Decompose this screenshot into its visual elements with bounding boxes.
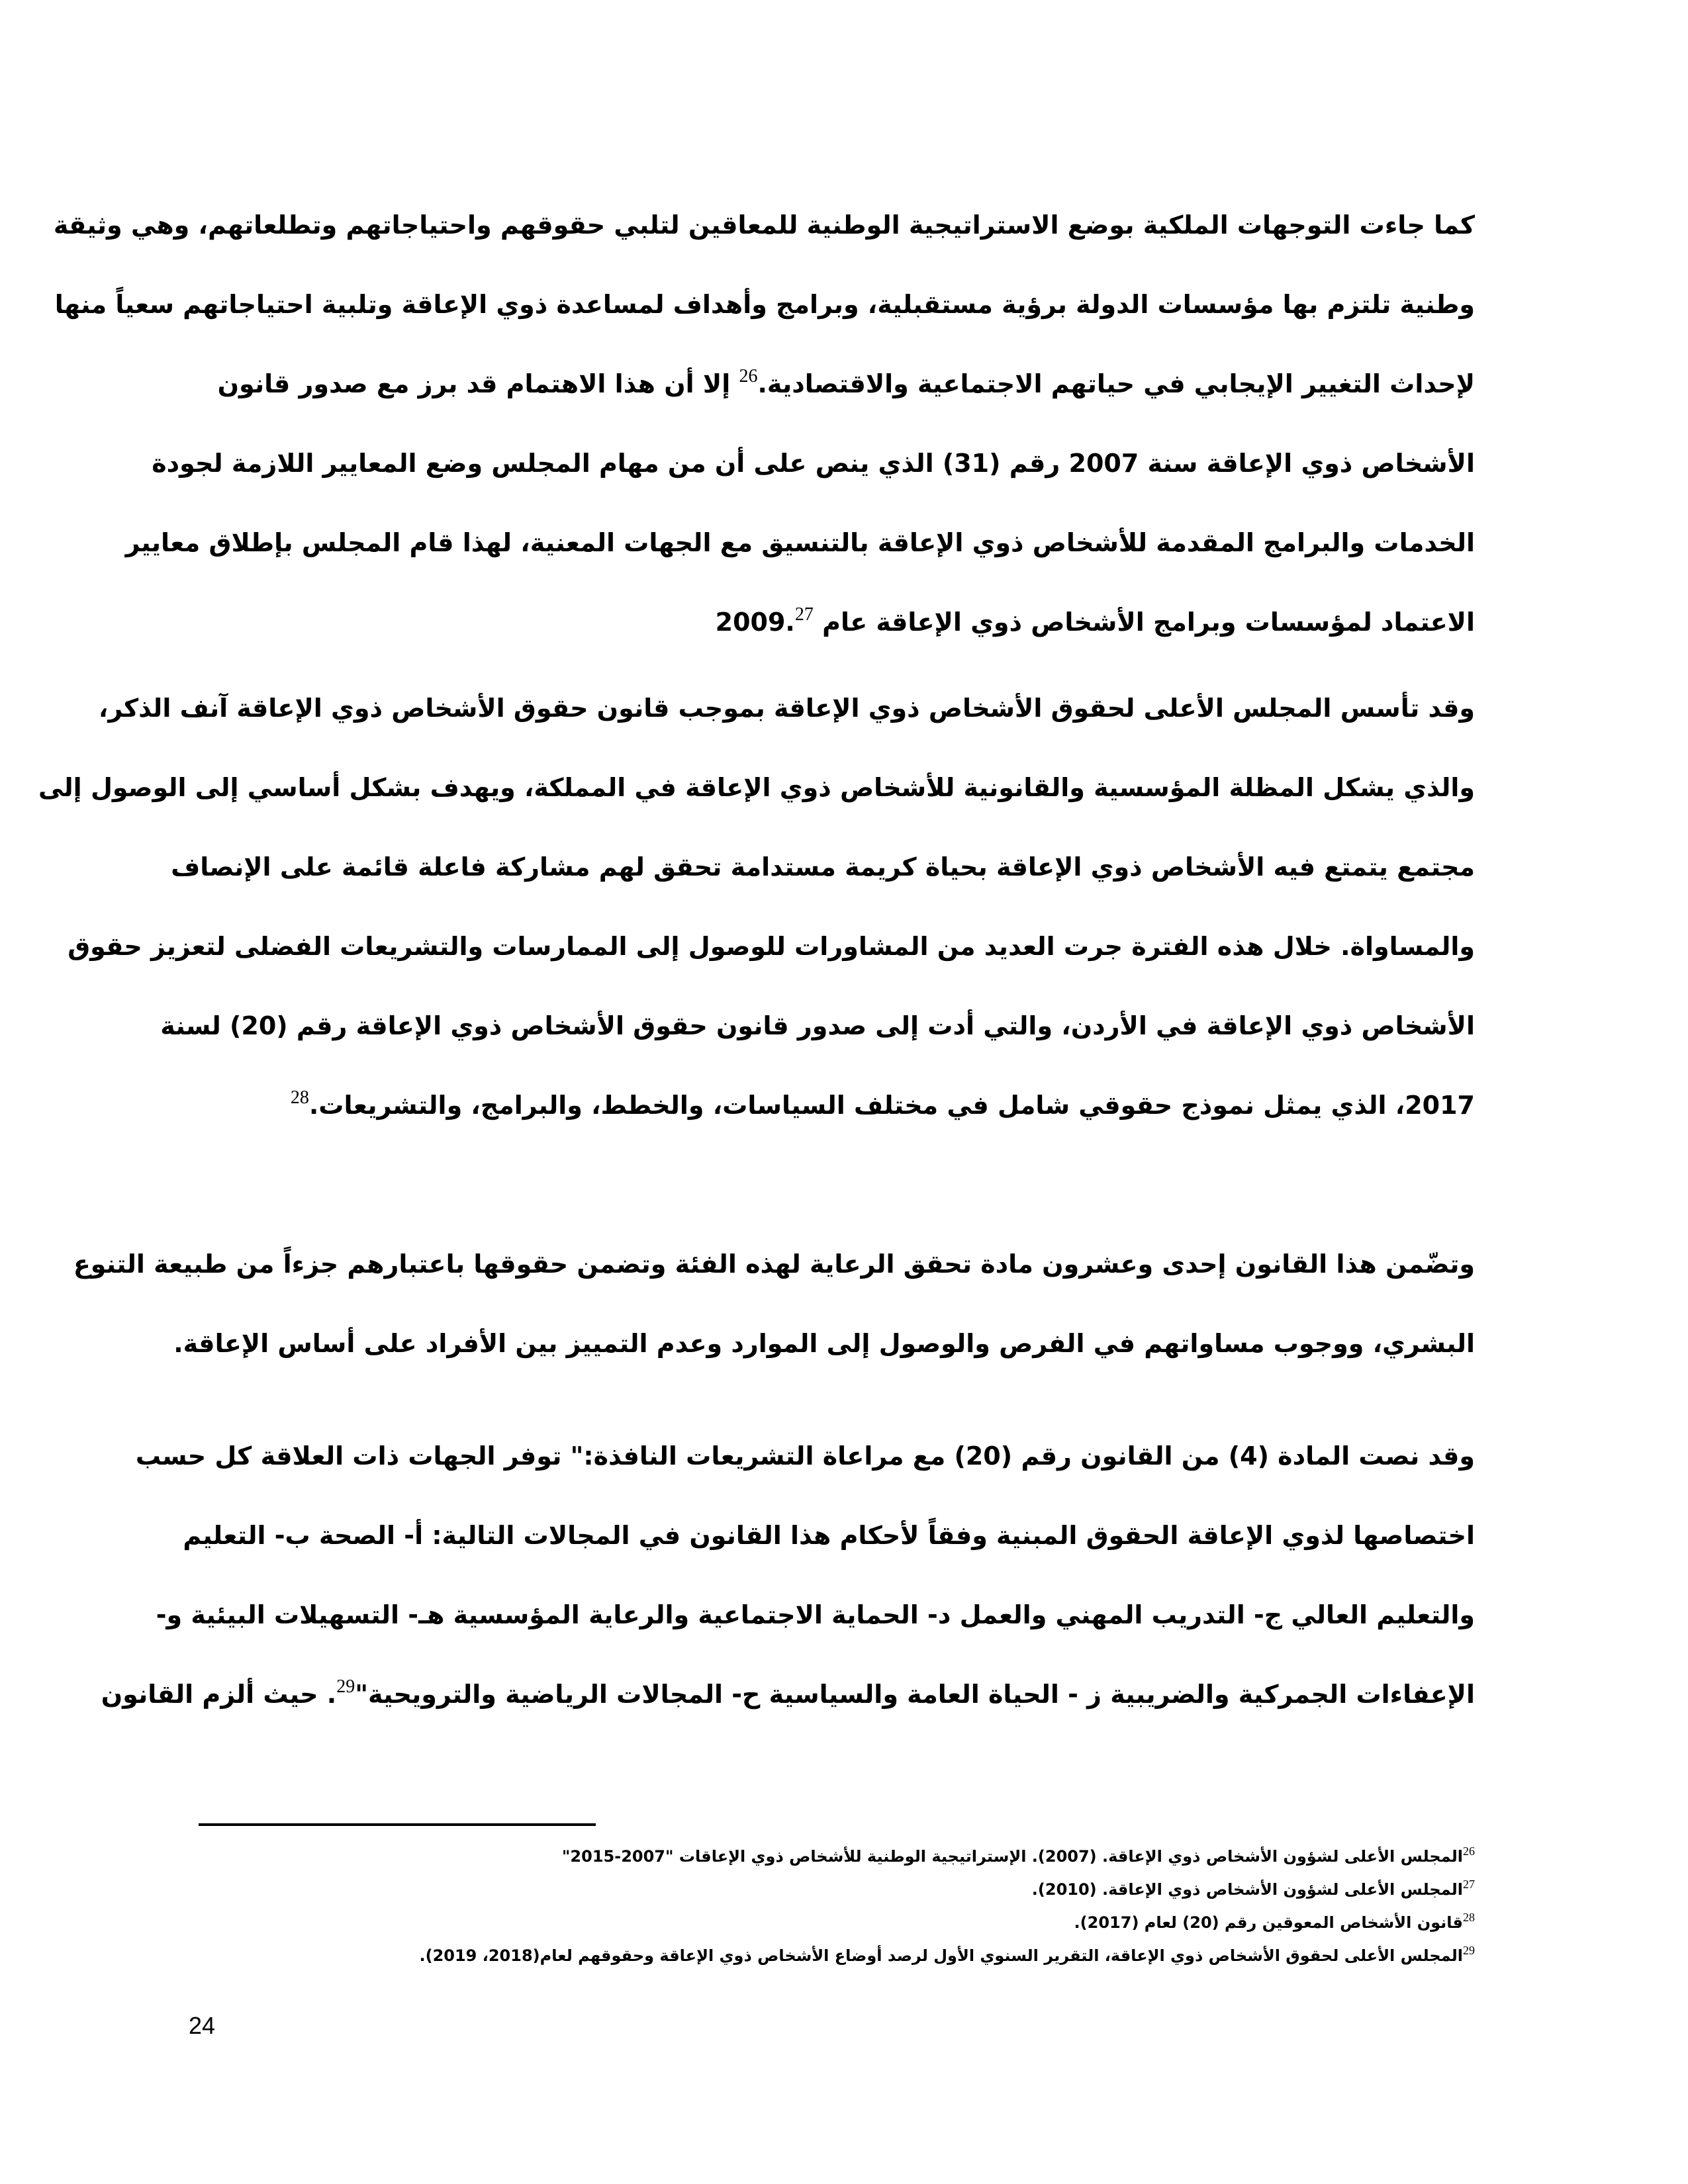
text-line: الأشخاص ذوي الإعاقة سنة 2007 رقم (31) الذي ينص على أن من مهام المجلس وضع المعايير اللازمة لجودة — [152, 449, 1475, 478]
footnote-text: المجلس الأعلى لشؤون الأشخاص ذوي الإعاقة. (2010). — [1031, 1880, 1463, 1899]
text-line: الخدمات والبرامج المقدمة للأشخاص ذوي الإعاقة بالتنسيق مع الجهات المعنية، لهذا قام المجلس بإطلاق معايير — [125, 528, 1475, 557]
footnote-27 — [463, 1873, 1475, 1906]
text-segment: . حيث ألزم القانون — [101, 1680, 337, 1709]
footnote-ref-28[interactable]: 28 — [290, 1087, 309, 1108]
footnote-29 — [419, 1939, 1475, 1972]
paragraph-2 — [38, 692, 1475, 1122]
text-segment: الاعتماد لمؤسسات وبرامج الأشخاص ذوي الإعاقة عام 2009. — [715, 608, 1475, 637]
text-segment: 2017، الذي يمثل نموذج حقوقي شامل في مختلف السياسات، والخطط، والبرامج، والتشريعات. — [308, 1091, 1475, 1120]
footnote-text: المجلس الأعلى لحقوق الأشخاص ذوي الإعاقة، التقرير السنوي الأول لرصد أوضاع الأشخاص ذوي الإعاقة وحقوقهم لعام(2018، 2019). — [419, 1946, 1463, 1965]
footnote-number: 27 — [1463, 1878, 1475, 1891]
text-line: والذي يشكل المظلة المؤسسية والقانونية للأشخاص ذوي الإعاقة في المملكة، ويهدف بشكل أساسي إلى الوصول إلى — [38, 773, 1475, 802]
text-line: البشري، ووجوب مساواتهم في الفرص والوصول إلى الموارد وعدم التمييز بين الأفراد على أساس الإعاقة. — [173, 1329, 1475, 1358]
footnote-28 — [463, 1906, 1475, 1939]
text-segment: إلا أن هذا الاهتمام قد برز مع صدور قانون — [217, 369, 739, 398]
paragraph-1 — [53, 208, 1475, 639]
text-line: والمساواة. خلال هذه الفترة جرت العديد من المشاورات للوصول إلى الممارسات والتشريعات الفضلى لتعزيز حقوق — [68, 932, 1475, 961]
text-line — [290, 1087, 1475, 1122]
text-segment: لإحداث التغيير الإيجابي في حياتهم الاجتماعية والاقتصادية. — [757, 369, 1475, 398]
text-line: وقد نصت المادة (4) من القانون رقم (20) مع مراعاة التشريعات النافذة:" توفر الجهات ذات العلاقة كل حسب — [135, 1441, 1475, 1471]
text-segment: الإعفاءات الجمركية والضريبية ز - الحياة العامة والسياسية ح- المجالات الرياضية والترويحية" — [355, 1680, 1475, 1709]
footnote-ref-29[interactable]: 29 — [336, 1676, 355, 1697]
text-line — [101, 1676, 1475, 1711]
paragraph-4 — [101, 1439, 1475, 1711]
footnote-26 — [463, 1840, 1475, 1873]
footnote-text: قانون الأشخاص المعوقين رقم (20) لعام (2017). — [1074, 1913, 1463, 1932]
text-line: والتعليم العالي ج- التدريب المهني والعمل د- الحماية الاجتماعية والرعاية المؤسسية هـ- التسهيلات البيئية و- — [156, 1600, 1475, 1629]
footnote-number: 28 — [1463, 1911, 1475, 1924]
footnote-ref-26[interactable]: 26 — [739, 366, 758, 387]
text-line — [217, 366, 1475, 400]
text-line: اختصاصها لذوي الإعاقة الحقوق المبنية وفقاً لأحكام هذا القانون في المجالات التالية: أ- الصحة ب- التعليم — [183, 1521, 1475, 1550]
text-line: كما جاءت التوجهات الملكية بوضع الاستراتيجية الوطنية للمعاقين لتلبي حقوقهم واحتياجاتهم وتطلعاتهم، وهي وثيقة — [53, 210, 1475, 240]
footnote-number: 29 — [1463, 1944, 1475, 1957]
paragraph-3 — [73, 1248, 1475, 1360]
text-line — [297, 606, 1475, 639]
text-line: الأشخاص ذوي الإعاقة في الأردن، والتي أدت إلى صدور قانون حقوق الأشخاص ذوي الإعاقة رقم (20) لسنة — [160, 1011, 1475, 1040]
footnote-separator — [199, 1823, 596, 1826]
footnote-text: المجلس الأعلى لشؤون الأشخاص ذوي الإعاقة. (2007). الإستراتيجية الوطنية للأشخاص ذوي الإعاقات "2007-2015" — [561, 1847, 1463, 1866]
text-line: وتضّمن هذا القانون إحدى وعشرون مادة تحقق الرعاية لهذه الفئة وتضمن حقوقها باعتبارهم جزءاً من طبيعة التنوع — [73, 1250, 1475, 1279]
page-number: 24 — [189, 2012, 216, 2039]
text-line: وقد تأسس المجلس الأعلى لحقوق الأشخاص ذوي الإعاقة بموجب قانون حقوق الأشخاص ذوي الإعاقة آنف الذكر، — [98, 694, 1475, 723]
footnotes — [419, 1840, 1475, 1972]
footnote-ref-27[interactable]: 27 — [794, 604, 814, 625]
text-line: وطنية تلتزم بها مؤسسات الدولة برؤية مستقبلية، وبرامج وأهداف لمساعدة ذوي الإعاقة وتلبية احتياجاتهم سعياً منها — [54, 290, 1475, 319]
text-line: مجتمع يتمتع فيه الأشخاص ذوي الإعاقة بحياة كريمة مستدامة تحقق لهم مشاركة فاعلة قائمة على الإنصاف — [171, 852, 1475, 882]
footnote-number: 26 — [1463, 1844, 1475, 1858]
